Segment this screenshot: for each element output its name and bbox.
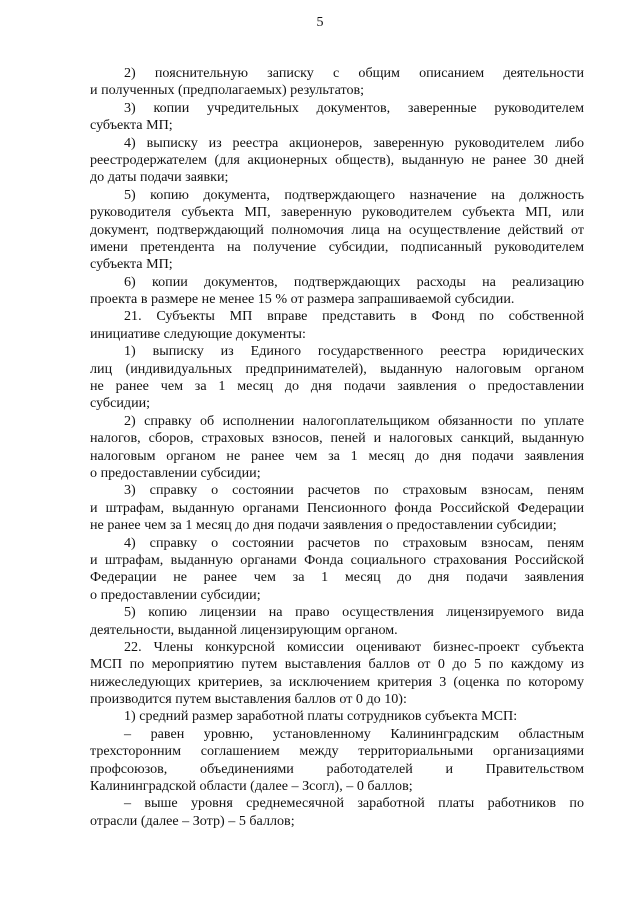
text-line: 1) средний размер заработной платы сотрудников субъекта МСП: [124,708,518,725]
text-line: не ранее чем за 1 месяц до дня подачи заявления о предоставлении [90,378,584,395]
text-line: налоговым органом не ранее чем за 1 месяц до дня подачи заявления [90,447,584,464]
text-line: – равен уровню, установленному Калининградским областным [124,725,584,742]
text-line: 2) пояснительную записку с общим описанием деятельности [124,65,584,81]
text-line: до даты подачи заявки; [90,169,229,186]
text-line: 22. Члены конкурсной комиссии оценивают бизнес-проект субъекта [124,638,584,655]
text-line: не ранее чем за 1 месяц до дня подачи заявления о предоставлении субсидии; [90,517,557,534]
text-line: и штрафам, выданную органами Пенсионного фонда Российской Федерации [90,499,584,516]
text-line: субъекта МП; [90,256,173,273]
text-line: 21. Субъекты МП вправе представить в Фонд по собственной [124,308,584,325]
text-line: проекта в размере не менее 15 % от размера запрашиваемой субсидии. [90,291,515,308]
document-body [90,65,584,830]
text-line: налогов, сборов, страховых взносов, пеней и налоговых санкций, выданную [90,430,584,447]
text-line: и полученных (предполагаемых) результатов; [90,82,365,99]
text-line: отрасли (далее – Зотр) – 5 баллов; [90,812,295,829]
text-line: профсоюзов, объединениями работодателей и Правительством [90,760,584,777]
text-line: МСП по мероприятию путем выставления баллов от 0 до 5 по каждому из [90,656,584,673]
text-line: инициативе следующие документы: [90,325,306,342]
text-line: реестродержателем (для акционерных обществ), выданную не ранее 30 дней [90,151,584,168]
text-line: – выше уровня среднемесячной заработной платы работников по [124,795,584,812]
text-line: документ, подтверждающий полномочия лица на осуществление действий от [90,221,584,238]
text-line: Калининградской области (далее – Зсогл), – 0 баллов; [90,778,413,795]
text-line: руководителя субъекта МП, заверенную руководителем субъекта МП, или [90,204,584,221]
text-line: 6) копии документов, подтверждающих расходы на реализацию [124,273,584,290]
text-line: 2) справку об исполнении налогоплательщиком обязанности по уплате [124,412,584,429]
text-line: и штрафам, выданную органами Фонда социального страхования Российской [90,551,584,568]
text-line: деятельности, выданной лицензирующим органом. [90,621,398,638]
text-line: субъекта МП; [90,117,173,134]
text-line: 4) выписку из реестра акционеров, заверенную руководителем либо [124,134,584,151]
text-line: нижеследующих критериев, за исключением критерия 3 (оценка по которому [90,673,584,690]
page-number: 5 [316,15,324,30]
text-line: о предоставлении субсидии; [90,464,261,481]
text-line: имени претендента на получение субсидии, подписанный руководителем [90,238,584,255]
text-line: 1) выписку из Единого государственного реестра юридических [124,343,584,360]
text-line: 5) копию лицензии на право осуществления лицензируемого вида [124,604,584,621]
text-line: Федерации не ранее чем за 1 месяц до дня подачи заявления [90,569,584,586]
text-line: трехсторонним соглашением между территориальными организациями [90,743,584,760]
text-line: производится путем выставления баллов от 0 до 10): [90,691,407,708]
text-line: 4) справку о состоянии расчетов по страховым взносам, пеням [124,534,584,551]
text-line: субсидии; [90,395,151,412]
text-line: 3) копии учредительных документов, заверенные руководителем [124,99,584,116]
text-line: лиц (индивидуальных предпринимателей), выданную налоговым органом [90,360,584,377]
text-line: о предоставлении субсидии; [90,586,261,603]
text-line: 3) справку о состоянии расчетов по страховым взносам, пеням [124,482,584,499]
text-line: 5) копию документа, подтверждающего назначение на должность [124,186,584,203]
